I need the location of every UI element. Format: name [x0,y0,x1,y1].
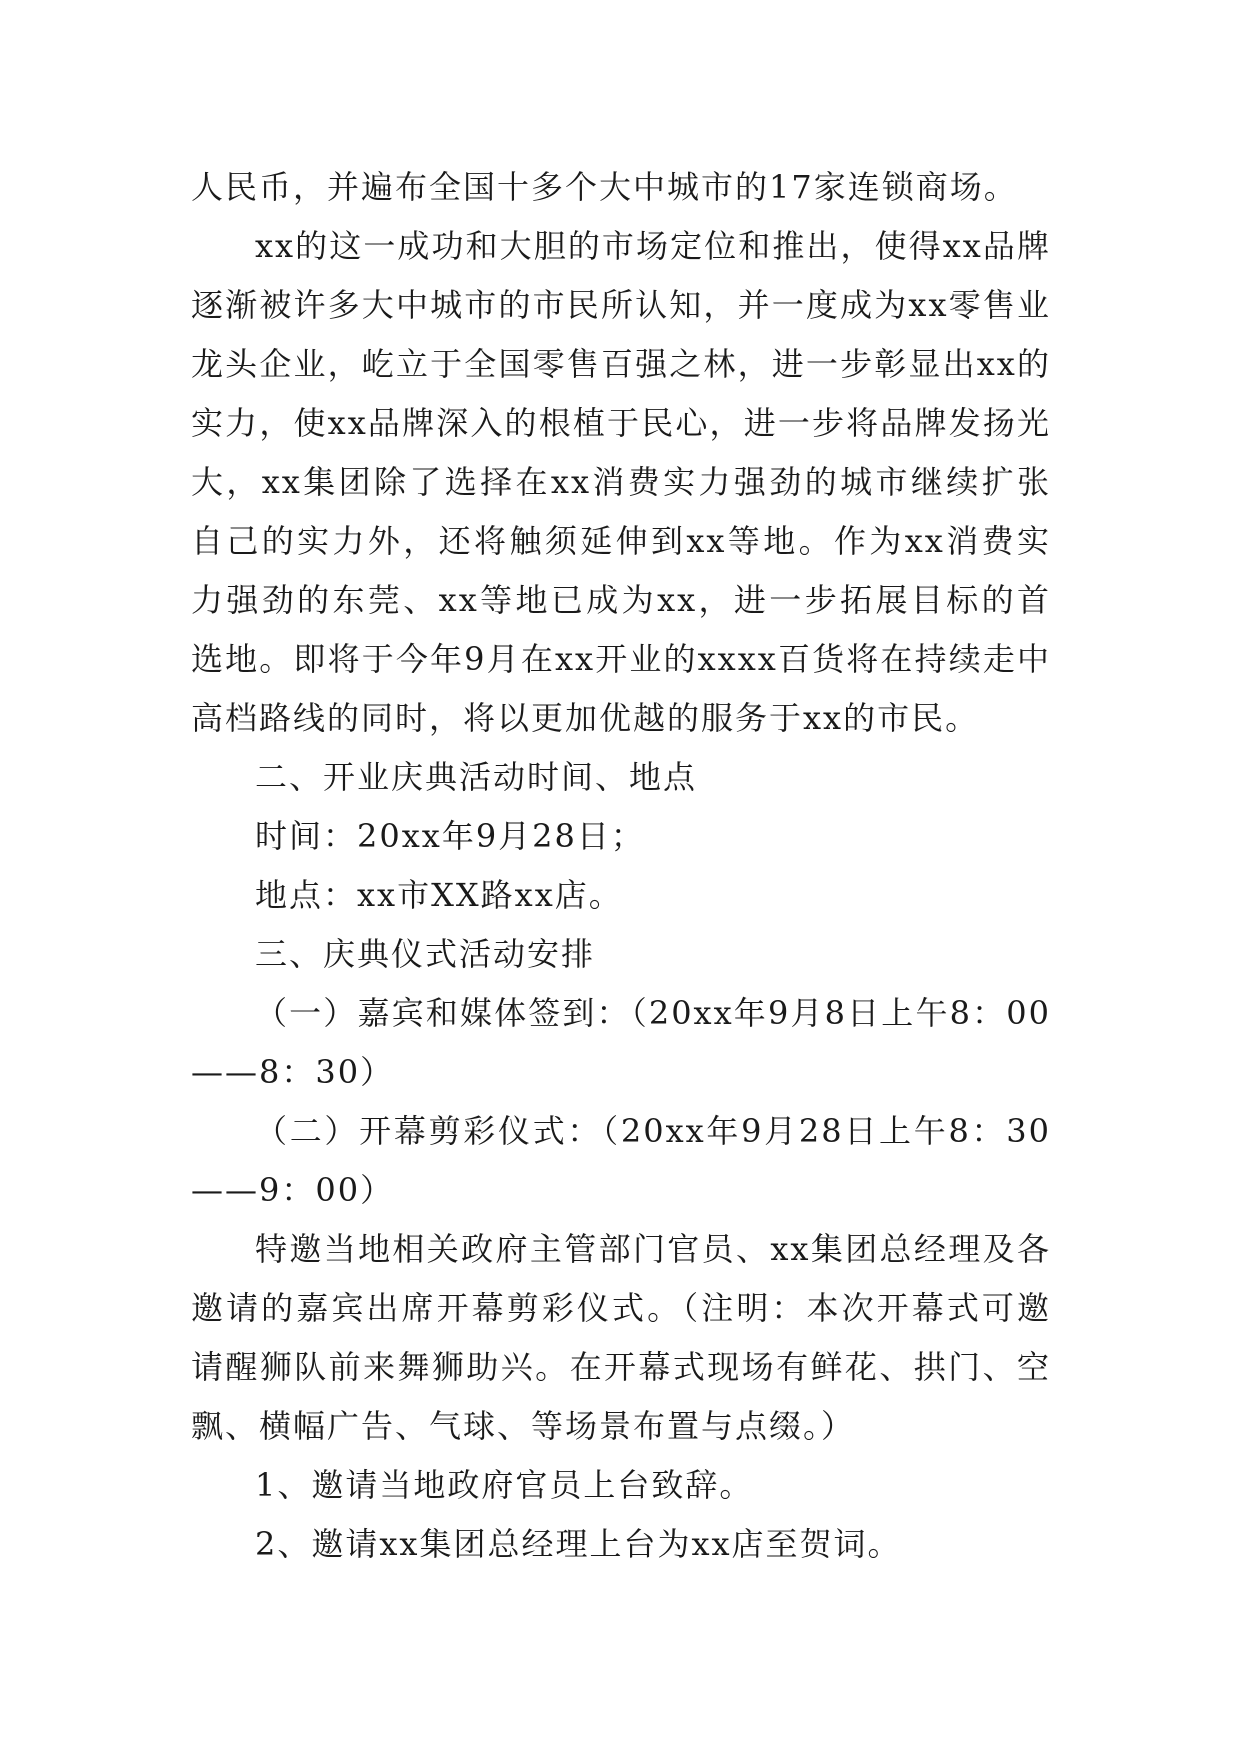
section-heading-schedule: 三、庆典仪式活动安排 [255,935,596,973]
paragraph-place: 地点：xx市XX路xx店。 [255,876,623,914]
list-item-2: 2、邀请xx集团总经理上台为xx店至贺词。 [255,1525,902,1563]
document-body [191,158,1051,1574]
list-item-1: 1、邀请当地政府官员上台致辞。 [255,1466,754,1504]
paragraph-continuation: 人民币，并遍布全国十多个大中城市的17家连锁商场。 [191,168,1018,206]
paragraph-brand-intro: xx的这一成功和大胆的市场定位和推出，使得xx品牌逐渐被许多大中城市的市民所认知，并一度成为xx零售业龙头企业，屹立于全国零售百强之林，进一步彰显出xx的实力，使xx品牌深入的根植于民心，进一步将品牌发扬光大，xx集团除了选择在xx消费实力强劲的城市继续扩张自己的实力外，还将触须延伸到xx等地。作为xx消费实力强劲的东莞、xx等地已成为xx，进一步拓展目标的首选地。即将于今年9月在xx开业的xxxx百货将在持续走中高档路线的同时，将以更加优越的服务于xx的市民。 [191,227,1051,737]
paragraph-invitation: 特邀当地相关政府主管部门官员、xx集团总经理及各邀请的嘉宾出席开幕剪彩仪式。（注明：本次开幕式可邀请醒狮队前来舞狮助兴。在开幕式现场有鲜花、拱门、空飘、横幅广告、气球、等场景布置与点缀。） [191,1230,1051,1445]
paragraph-time: 时间：20xx年9月28日； [255,817,645,855]
section-heading-time-place: 二、开业庆典活动时间、地点 [255,758,698,796]
paragraph-ribbon-cutting: （二）开幕剪彩仪式：（20xx年9月28日上午8：30——9：00） [191,1112,1051,1209]
paragraph-checkin: （一）嘉宾和媒体签到：（20xx年9月8日上午8：00——8：30） [191,994,1051,1091]
